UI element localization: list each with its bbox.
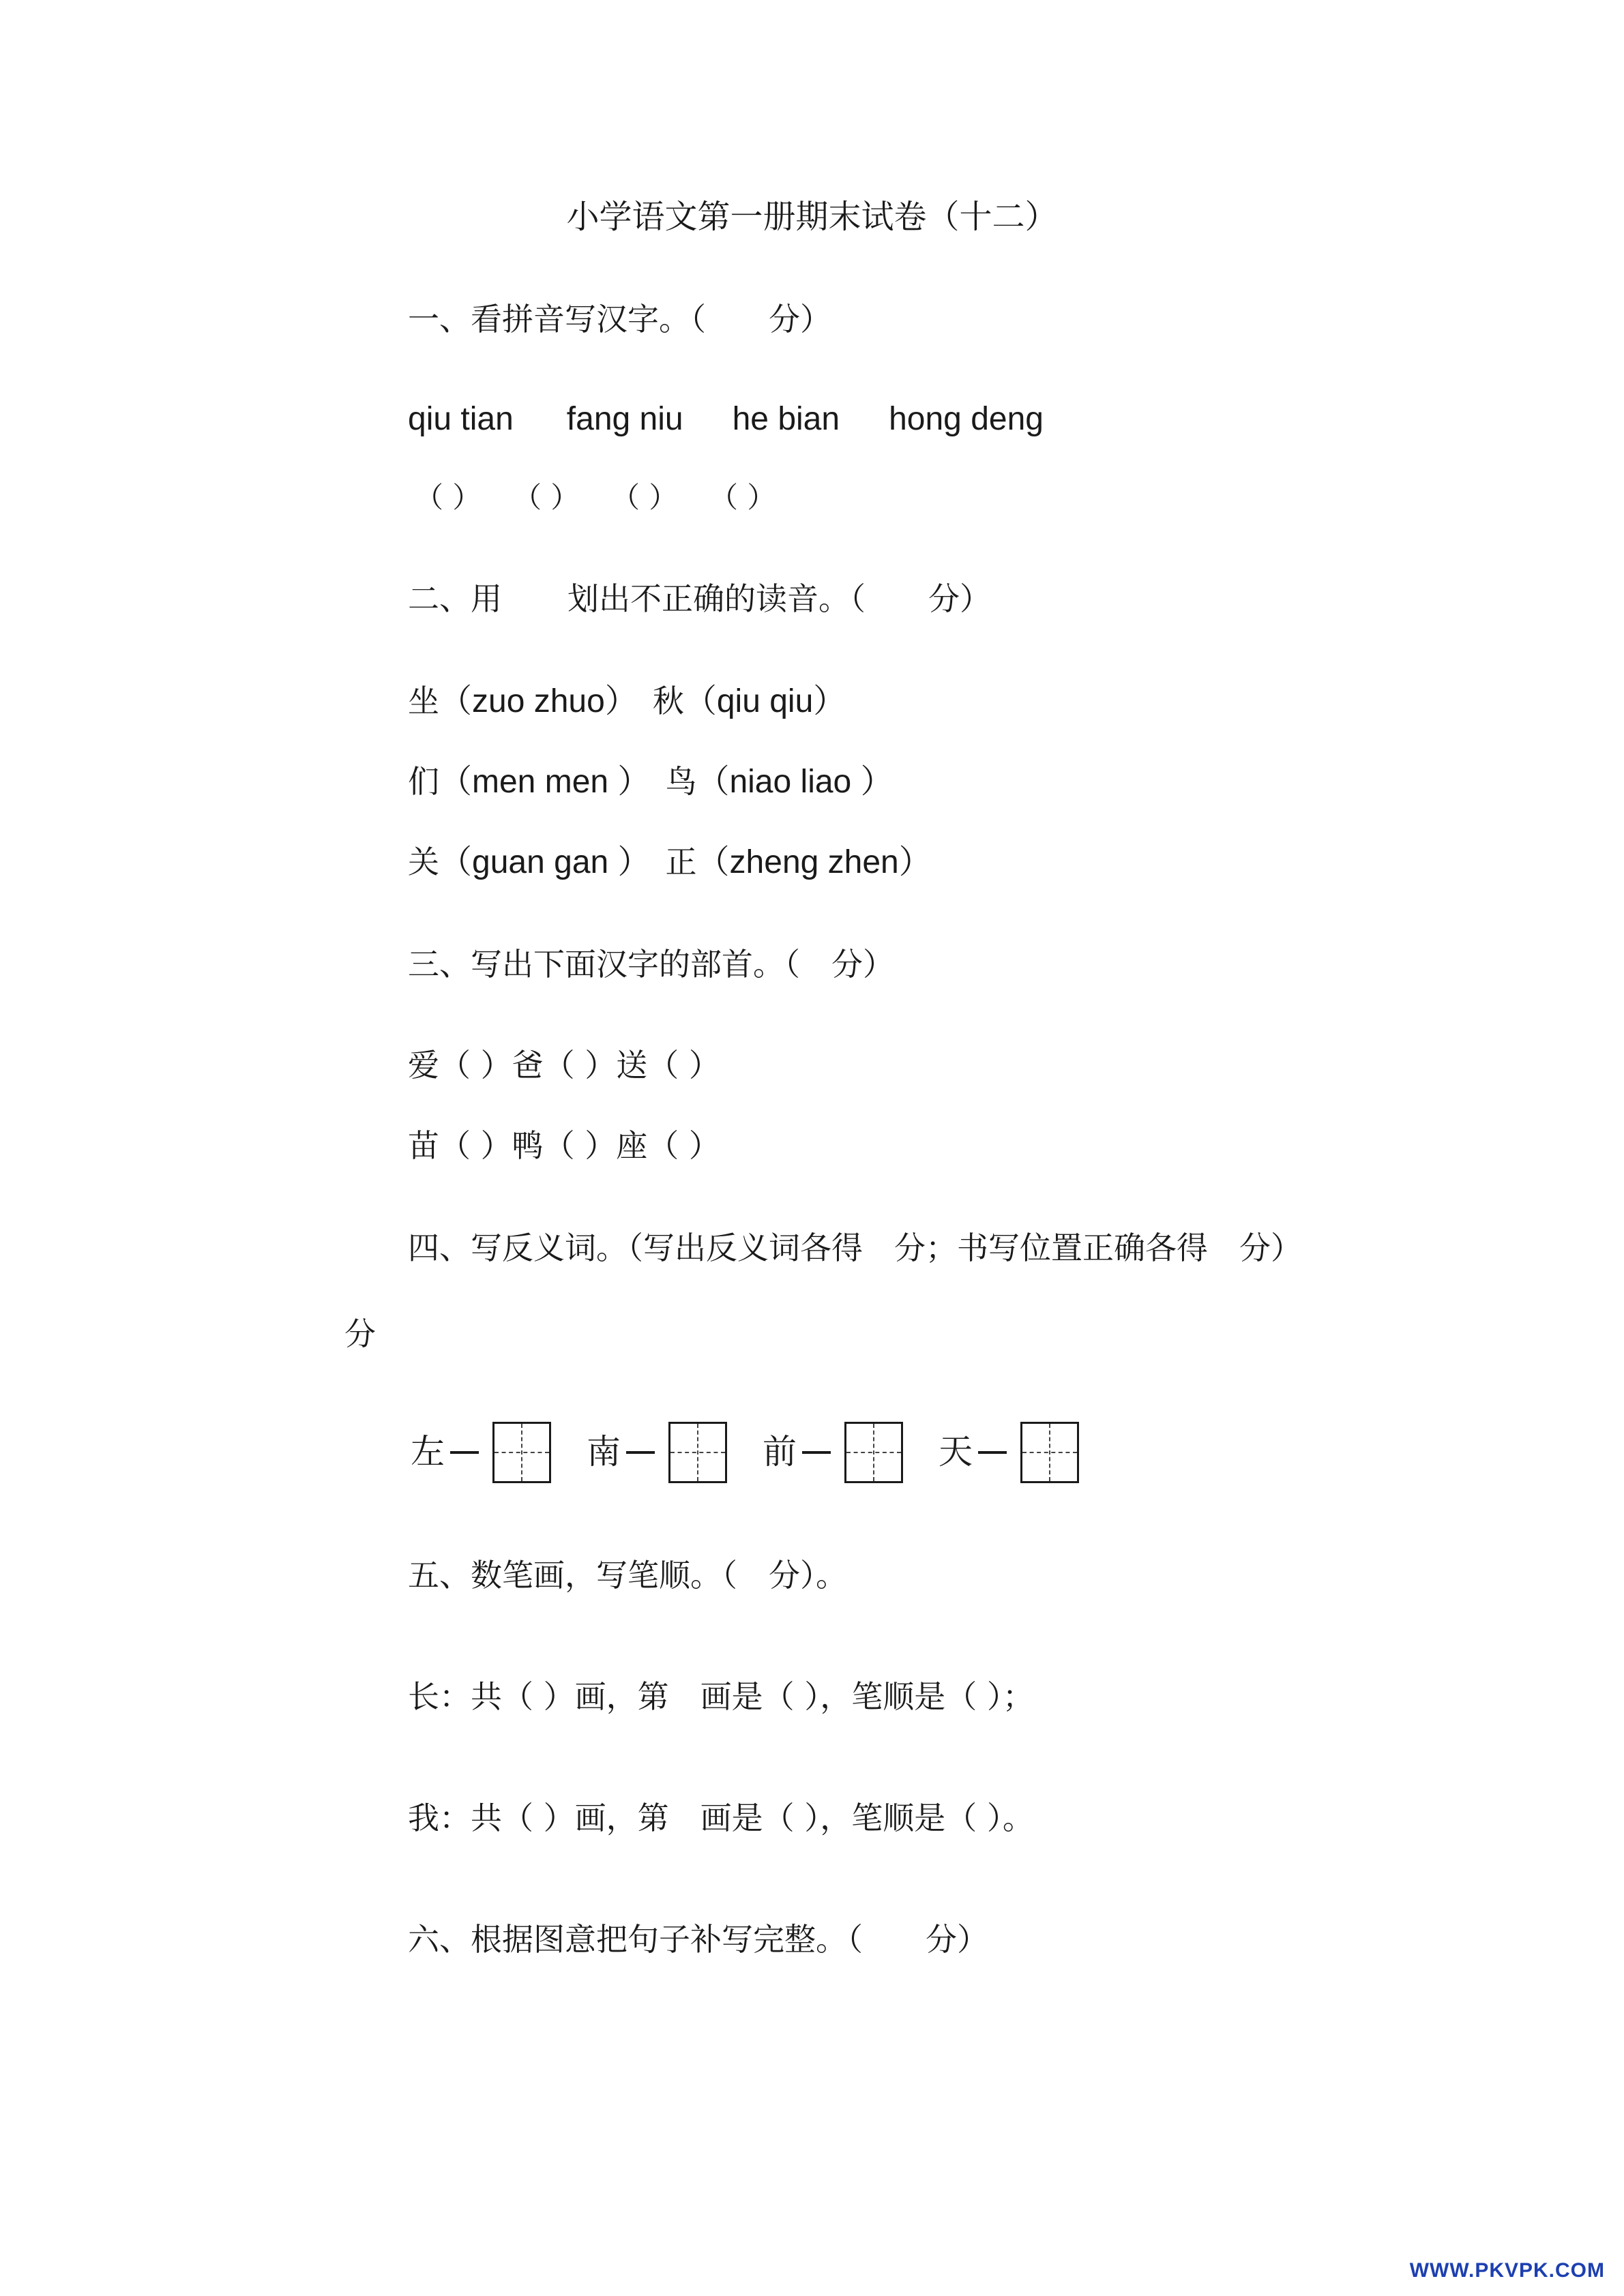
pinyin-item: fang niu	[566, 401, 683, 437]
answer-paren: （ ）	[415, 481, 482, 514]
stroke-row: 长：共（ ）画，第 画是（ ），笔顺是（ ）；	[408, 1678, 1034, 1715]
antonym-char: 前	[763, 1432, 797, 1472]
section1-heading: 一、看拼音写汉字。（ 分）	[408, 301, 831, 338]
antonym-dash	[626, 1451, 655, 1454]
pinyin-choice: （zheng zhen）	[696, 844, 932, 880]
hanzi: 关	[408, 844, 439, 880]
section4-heading: 四、写反义词。（写出反义词各得 分；书写位置正确各得 分）	[408, 1229, 1302, 1266]
tian-grid-box[interactable]	[492, 1422, 551, 1483]
section2-heading-part-a: 二、用	[408, 580, 502, 617]
pinyin-choice: （men men ）	[439, 764, 651, 800]
hanzi: 正	[665, 844, 697, 880]
antonym-char: 天	[939, 1432, 973, 1472]
pinyin-item: qiu tian	[408, 401, 514, 437]
hanzi: 们	[408, 763, 439, 800]
antonym-dash	[450, 1451, 479, 1454]
site-watermark: WWW.PKVPK.COM	[1409, 2259, 1605, 2282]
section3-heading: 三、写出下面汉字的部首。（ 分）	[408, 946, 894, 983]
pinyin-choice: （guan gan ）	[439, 844, 651, 880]
answer-paren: （ ）	[513, 481, 580, 514]
page-title: 小学语文第一册期末试卷（十二）	[566, 198, 1058, 236]
stroke-row: 我：共（ ）画，第 画是（ ），笔顺是（ ）。	[408, 1800, 1034, 1836]
section2-heading-part-b: 划出不正确的读音。（ 分）	[567, 580, 991, 617]
section5-heading: 五、数笔画，写笔顺。（ 分）。	[408, 1557, 847, 1594]
reading-row	[408, 681, 846, 722]
pinyin-choice: （zuo zhuo）	[439, 683, 638, 719]
tian-grid-box[interactable]	[668, 1422, 727, 1483]
tian-grid-box[interactable]	[844, 1422, 903, 1483]
antonym-dash	[978, 1451, 1007, 1454]
answer-paren: （ ）	[611, 481, 678, 514]
antonym-dash	[802, 1451, 831, 1454]
radical-row: 苗（ ）鸭（ ）座（ ）	[408, 1127, 720, 1164]
answer-paren: （ ）	[709, 481, 776, 514]
pinyin-choice: （niao liao ）	[696, 764, 894, 800]
tian-grid-box[interactable]	[1020, 1422, 1079, 1483]
section2-heading	[408, 578, 991, 619]
pinyin-item: hong deng	[889, 401, 1044, 437]
hanzi: 坐	[408, 683, 439, 719]
pinyin-choice: （qiu qiu）	[683, 683, 846, 719]
antonym-char: 南	[587, 1432, 621, 1472]
hanzi: 鸟	[665, 763, 697, 800]
reading-row	[408, 761, 894, 803]
antonym-char: 左	[411, 1432, 445, 1472]
pinyin-item: he bian	[732, 401, 840, 437]
section4-heading-tail: 分	[344, 1315, 376, 1352]
section6-heading: 六、根据图意把句子补写完整。（ 分）	[408, 1921, 988, 1958]
answer-parens-row	[415, 477, 808, 518]
hanzi: 秋	[652, 683, 684, 719]
pinyin-row	[408, 399, 1044, 440]
reading-row	[408, 841, 932, 883]
radical-row: 爱（ ）爸（ ）送（ ）	[408, 1047, 720, 1084]
